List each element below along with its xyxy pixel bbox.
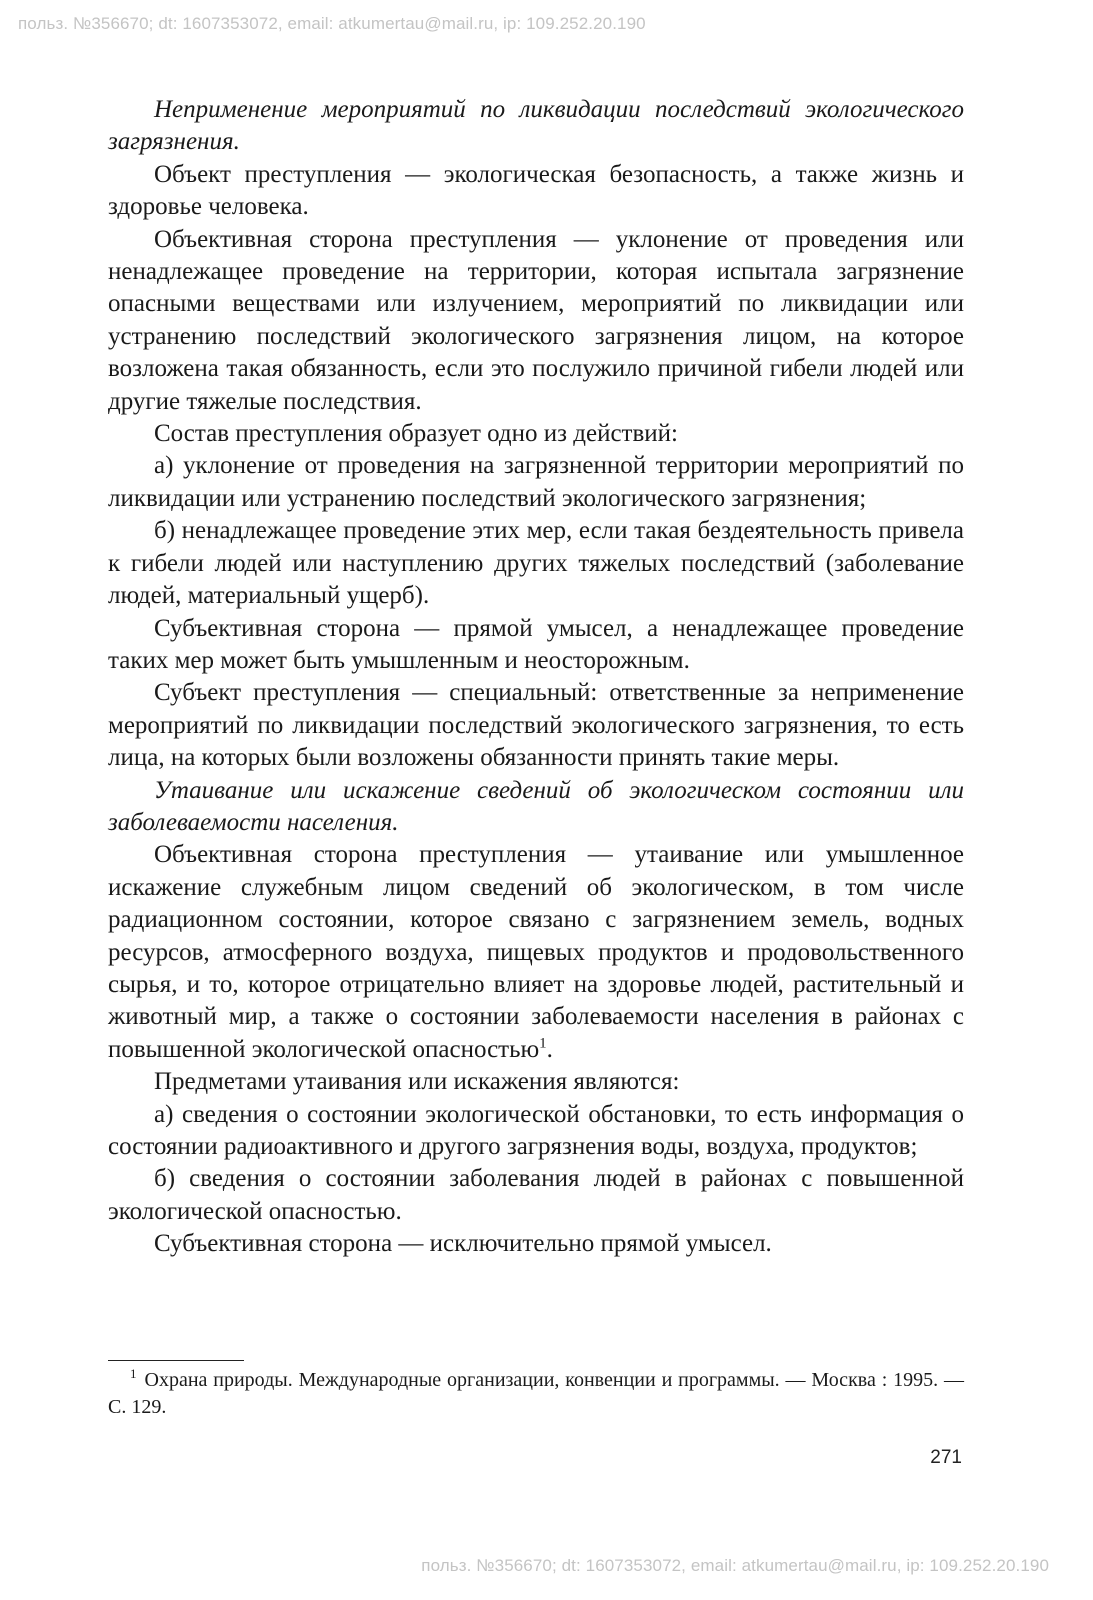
section-heading: Утаивание или искажение сведений об экологическом состоянии или заболеваемости населения. <box>108 776 964 836</box>
paragraph-with-footnote <box>108 839 964 1066</box>
paragraph: Объект преступления — экологическая безопасность, а также жизнь и здоровье человека. <box>108 160 964 221</box>
footnote-marker: 1 <box>130 1366 137 1382</box>
paragraph-text: Объективная сторона преступления — утаивание или умышленное искажение служебным лицом сведений об экологическом, в том числе радиационном состоянии, которое связано с загрязнением земель, водных ресурсов, атмосферного воздуха, пищевых продуктов и продовольственного сырья, и то, которое отрицательно влияет на здоровье людей, растительный и животный мир, а также о состоянии заболеваемости населения в районах с повышенной экологической опасностью <box>108 841 964 1063</box>
list-item: б) ненадлежащее проведение этих мер, если такая бездеятельность привела к гибели людей или наступлению других тяжелых последствий (заболевание людей, материальный ущерб). <box>108 517 964 610</box>
footnote-reference[interactable]: 1 <box>539 1035 547 1052</box>
list-item: а) уклонение от проведения на загрязненной территории мероприятий по ликвидации или устранению последствий экологического загрязнения; <box>108 452 964 512</box>
paragraph: Объективная сторона преступления — уклонение от проведения или ненадлежащее проведение на территории, которая испытала загрязнение опасными веществами или излучением, мероприятий по ликвидации или устранению последствий экологического загрязнения лицом, на которое возложена такая обязанность, если это послужило причиной гибели людей или другие тяжелые последствия. <box>108 225 964 415</box>
paragraph-end-period: . <box>546 1035 553 1063</box>
watermark-bottom: польз. №356670; dt: 1607353072, email: atkumertau@mail.ru, ip: 109.252.20.190 <box>421 1556 1049 1575</box>
list-item: а) сведения о состоянии экологической обстановки, то есть информация о состоянии радиоактивного и другого загрязнения воды, воздуха, продуктов; <box>108 1100 964 1160</box>
paragraph: Предметами утаивания или искажения являются: <box>154 1068 680 1096</box>
list-item: б) сведения о состоянии заболевания людей в районах с повышенной экологической опасностью. <box>108 1165 964 1225</box>
footnote-divider <box>108 1360 244 1361</box>
footnote <box>108 1367 964 1421</box>
watermark-top: польз. №356670; dt: 1607353072, email: atkumertau@mail.ru, ip: 109.252.20.190 <box>18 14 646 33</box>
page-body <box>108 94 964 1261</box>
paragraph: Состав преступления образует одно из действий: <box>154 420 678 448</box>
paragraph: Субъективная сторона — прямой умысел, а ненадлежащее проведение таких мер может быть умышленным и неосторожным. <box>108 614 964 674</box>
page-number: 271 <box>930 1447 962 1468</box>
section-heading: Неприменение мероприятий по ликвидации последствий экологического загрязнения. <box>108 96 964 156</box>
footnote-text: Охрана природы. Международные организации, конвенции и программы. — Москва : 1995. — С. 129. <box>108 1369 964 1418</box>
paragraph: Субъективная сторона — исключительно прямой умысел. <box>154 1230 772 1258</box>
paragraph: Субъект преступления — специальный: ответственные за неприменение мероприятий по ликвидации последствий экологического загрязнения, то есть лица, на которых были возложены обязанности принять такие меры. <box>108 679 964 772</box>
